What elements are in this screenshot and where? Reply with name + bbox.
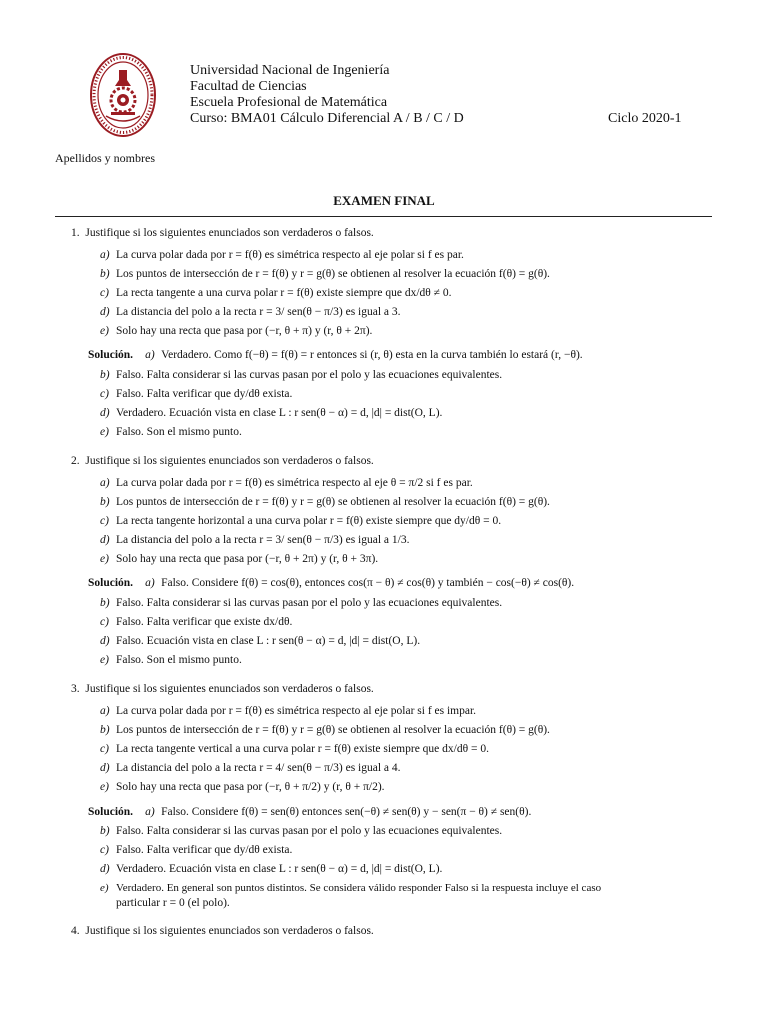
q1-item-c bbox=[100, 287, 451, 299]
q3-solution-e-continued: particular r = 0 (el polo). bbox=[116, 897, 230, 909]
question-number: 2. bbox=[71, 455, 80, 467]
item-label: a) bbox=[145, 806, 155, 818]
item-label: d) bbox=[100, 407, 110, 419]
question-prompt: Justifique si los siguientes enunciados son verdaderos o falsos. bbox=[85, 227, 374, 239]
item-label: b) bbox=[100, 369, 110, 381]
item-text: Los puntos de intersección de r = f(θ) y r = g(θ) se obtienen al resolver la ecuación f(θ) = g(θ). bbox=[116, 268, 550, 280]
q3-item-d bbox=[100, 762, 401, 774]
q2-solution-a bbox=[88, 577, 574, 589]
item-label: c) bbox=[100, 844, 109, 856]
item-text: La recta tangente a una curva polar r = f(θ) existe siempre que dx/dθ ≠ 0. bbox=[116, 287, 452, 299]
university-name: Universidad Nacional de Ingeniería bbox=[190, 63, 390, 78]
item-label: b) bbox=[100, 268, 110, 280]
item-text: Falso. Falta considerar si las curvas pasan por el polo y las ecuaciones equivalentes. bbox=[116, 597, 503, 609]
item-text: Falso. Falta considerar si las curvas pasan por el polo y las ecuaciones equivalentes. bbox=[116, 825, 503, 837]
item-text: Los puntos de intersección de r = f(θ) y r = g(θ) se obtienen al resolver la ecuación f(θ) = g(θ). bbox=[116, 496, 550, 508]
item-label: a) bbox=[100, 249, 110, 261]
item-label: b) bbox=[100, 597, 110, 609]
item-text: Falso. Considere f(θ) = cos(θ), entonces cos(π − θ) ≠ cos(θ) y también − cos(−θ) ≠ cos(θ). bbox=[161, 577, 575, 589]
q2-item-d bbox=[100, 534, 409, 546]
faculty-name: Facultad de Ciencias bbox=[190, 79, 307, 94]
item-label: d) bbox=[100, 635, 110, 647]
item-label: a) bbox=[145, 577, 155, 589]
item-text: Verdadero. Como f(−θ) = f(θ) = r entonces si (r, θ) esta en la curva también lo estará (r, −θ). bbox=[161, 349, 583, 361]
q1-solution-e bbox=[100, 426, 242, 438]
q2-solution-b bbox=[100, 597, 502, 609]
item-text: Solo hay una recta que pasa por (−r, θ + π/2) y (r, θ + π/2). bbox=[116, 781, 385, 793]
q1-item-a bbox=[100, 249, 464, 261]
item-text: Los puntos de intersección de r = f(θ) y r = g(θ) se obtienen al resolver la ecuación f(θ) = g(θ). bbox=[116, 724, 550, 736]
school-name: Escuela Profesional de Matemática bbox=[190, 95, 388, 110]
item-text: Verdadero. Ecuación vista en clase L : r sen(θ − α) = d, |d| = dist(O, L). bbox=[116, 407, 443, 419]
solution-label: Solución. bbox=[88, 806, 134, 818]
item-label: a) bbox=[100, 477, 110, 489]
q2-item-c bbox=[100, 515, 501, 527]
q2-solution-e bbox=[100, 654, 242, 666]
question-prompt: Justifique si los siguientes enunciados son verdaderos o falsos. bbox=[85, 683, 374, 695]
q3-solution-b bbox=[100, 825, 502, 837]
item-text: Falso. Falta verificar que existe dx/dθ. bbox=[116, 616, 293, 628]
item-text: Verdadero. Ecuación vista en clase L : r sen(θ − α) = d, |d| = dist(O, L). bbox=[116, 863, 443, 875]
item-text: La recta tangente horizontal a una curva polar r = f(θ) existe siempre que dy/dθ = 0. bbox=[116, 515, 502, 527]
q2-item-e bbox=[100, 553, 378, 565]
item-label: c) bbox=[100, 515, 109, 527]
q3-solution-d bbox=[100, 863, 442, 875]
exam-title: EXAMEN FINAL bbox=[333, 193, 435, 208]
question-2-prompt bbox=[71, 455, 374, 467]
q2-solution-d bbox=[100, 635, 420, 647]
question-prompt: Justifique si los siguientes enunciados son verdaderos o falsos. bbox=[85, 925, 374, 937]
item-text: Solo hay una recta que pasa por (−r, θ + π) y (r, θ + 2π). bbox=[116, 325, 373, 337]
item-label: d) bbox=[100, 863, 110, 875]
item-label: e) bbox=[100, 882, 109, 894]
solution-label: Solución. bbox=[88, 577, 134, 589]
item-label: e) bbox=[100, 426, 109, 438]
solution-label: Solución. bbox=[88, 349, 134, 361]
item-text: La distancia del polo a la recta r = 3/ sen(θ − π/3) es igual a 3. bbox=[116, 306, 401, 318]
item-label: b) bbox=[100, 724, 110, 736]
item-text: La curva polar dada por r = f(θ) es simétrica respecto al eje θ = π/2 si f es par. bbox=[116, 477, 473, 489]
item-text: Falso. Considere f(θ) = sen(θ) entonces sen(−θ) ≠ sen(θ) y − sen(π − θ) ≠ sen(θ). bbox=[161, 806, 532, 818]
item-text: Falso. Son el mismo punto. bbox=[116, 426, 242, 438]
item-label: e) bbox=[100, 781, 109, 793]
university-seal-logo bbox=[89, 52, 157, 138]
item-label: c) bbox=[100, 287, 109, 299]
item-label: a) bbox=[145, 349, 155, 361]
item-text: La recta tangente vertical a una curva polar r = f(θ) existe siempre que dx/dθ = 0. bbox=[116, 743, 489, 755]
question-number: 4. bbox=[71, 925, 80, 937]
q2-solution-c bbox=[100, 616, 292, 628]
item-label: a) bbox=[100, 705, 110, 717]
item-text: La distancia del polo a la recta r = 4/ sen(θ − π/3) es igual a 4. bbox=[116, 762, 401, 774]
item-text: Falso. Falta considerar si las curvas pasan por el polo y las ecuaciones equivalentes. bbox=[116, 369, 503, 381]
item-text: Falso. Son el mismo punto. bbox=[116, 654, 242, 666]
header-block bbox=[190, 63, 464, 127]
cycle-label: Ciclo 2020-1 bbox=[608, 111, 682, 126]
names-label: Apellidos y nombres bbox=[55, 151, 155, 165]
item-text: Falso. Falta verificar que dy/dθ exista. bbox=[116, 844, 293, 856]
item-label: e) bbox=[100, 553, 109, 565]
q3-item-b bbox=[100, 724, 550, 736]
item-text: La curva polar dada por r = f(θ) es simétrica respecto al eje polar si f es par. bbox=[116, 249, 464, 261]
q1-solution-a bbox=[88, 349, 583, 361]
q3-solution-e bbox=[100, 882, 601, 894]
item-label: d) bbox=[100, 534, 110, 546]
item-text: Verdadero. En general son puntos distintos. Se considera válido responder Falso si la respuesta incluye el caso bbox=[116, 882, 602, 894]
q3-solution-a bbox=[88, 806, 531, 818]
question-1-prompt bbox=[71, 227, 374, 239]
q3-solution-c bbox=[100, 844, 292, 856]
question-number: 3. bbox=[71, 683, 80, 695]
q2-item-a bbox=[100, 477, 473, 489]
q1-solution-d bbox=[100, 407, 442, 419]
item-text: Solo hay una recta que pasa por (−r, θ + 2π) y (r, θ + 3π). bbox=[116, 553, 379, 565]
q3-item-c bbox=[100, 743, 489, 755]
item-label: e) bbox=[100, 325, 109, 337]
q1-item-d bbox=[100, 306, 401, 318]
q1-solution-c bbox=[100, 388, 292, 400]
question-prompt: Justifique si los siguientes enunciados son verdaderos o falsos. bbox=[85, 455, 374, 467]
item-label: c) bbox=[100, 616, 109, 628]
q1-item-b bbox=[100, 268, 550, 280]
q1-item-e bbox=[100, 325, 372, 337]
title-rule bbox=[55, 216, 712, 217]
item-label: e) bbox=[100, 654, 109, 666]
question-3-prompt bbox=[71, 683, 374, 695]
item-label: b) bbox=[100, 825, 110, 837]
item-text: Falso. Ecuación vista en clase L : r sen(θ − α) = d, |d| = dist(O, L). bbox=[116, 635, 421, 647]
q3-item-e bbox=[100, 781, 385, 793]
item-label: c) bbox=[100, 388, 109, 400]
item-text: La distancia del polo a la recta r = 3/ sen(θ − π/3) es igual a 1/3. bbox=[116, 534, 410, 546]
q1-solution-b bbox=[100, 369, 502, 381]
item-label: b) bbox=[100, 496, 110, 508]
item-label: d) bbox=[100, 762, 110, 774]
question-number: 1. bbox=[71, 227, 80, 239]
q3-item-a bbox=[100, 705, 476, 717]
item-label: d) bbox=[100, 306, 110, 318]
course-name: Curso: BMA01 Cálculo Diferencial A / B / C / D bbox=[190, 111, 464, 126]
item-label: c) bbox=[100, 743, 109, 755]
item-text: Falso. Falta verificar que dy/dθ exista. bbox=[116, 388, 293, 400]
question-4-prompt bbox=[71, 925, 374, 937]
item-text: La curva polar dada por r = f(θ) es simétrica respecto al eje polar si f es impar. bbox=[116, 705, 477, 717]
q2-item-b bbox=[100, 496, 550, 508]
